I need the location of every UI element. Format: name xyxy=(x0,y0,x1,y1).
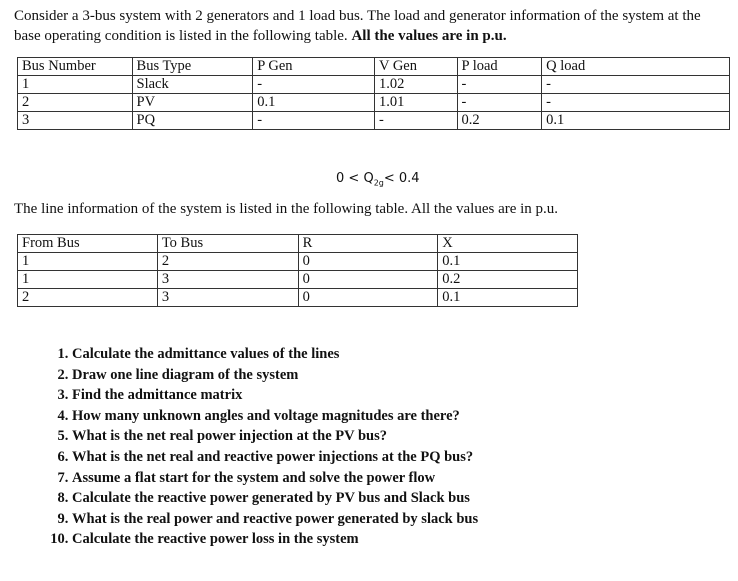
header-cell: P load xyxy=(457,58,542,76)
constraint-rest: < 0.4 xyxy=(383,171,420,186)
header-cell: V Gen xyxy=(375,58,458,76)
constraint-lt: < xyxy=(348,171,360,186)
table-cell: 1 xyxy=(18,253,158,271)
bus-table xyxy=(17,57,730,130)
question-item: 9. What is the real power and reactive power generated by slack bus xyxy=(72,509,478,530)
table-cell: PV xyxy=(132,94,253,112)
question-item: 3. Find the admittance matrix xyxy=(72,385,478,406)
header-cell: Bus Number xyxy=(18,58,133,76)
table-cell: 1 xyxy=(18,76,133,94)
table-cell: - xyxy=(375,112,458,130)
table-cell: 2 xyxy=(157,253,298,271)
table-cell: 2 xyxy=(18,289,158,307)
table-cell: 0 xyxy=(298,271,438,289)
table-cell: 0.2 xyxy=(438,271,578,289)
table-row xyxy=(18,253,578,271)
table-cell: 0.1 xyxy=(438,289,578,307)
constraint-left: 0 xyxy=(336,171,345,186)
table-cell: 1.02 xyxy=(375,76,458,94)
table-cell: 0.1 xyxy=(253,94,375,112)
table-cell: - xyxy=(457,94,542,112)
table-cell: - xyxy=(542,76,730,94)
line-table xyxy=(17,234,578,307)
reactive-power-constraint xyxy=(336,171,420,188)
question-item: 6. What is the net real and reactive power injections at the PQ bus? xyxy=(72,447,478,468)
table-cell: 0 xyxy=(298,289,438,307)
question-item: 7. Assume a flat start for the system and solve the power flow xyxy=(72,468,478,489)
table-cell: 1.01 xyxy=(375,94,458,112)
header-cell: Bus Type xyxy=(132,58,253,76)
header-cell: R xyxy=(298,235,438,253)
table-row xyxy=(18,112,730,130)
intro-bold-note: All the values are in p.u. xyxy=(351,28,507,44)
table-cell: PQ xyxy=(132,112,253,130)
table-header-row xyxy=(18,235,578,253)
question-item: 4. How many unknown angles and voltage magnitudes are there? xyxy=(72,406,478,427)
table-cell: 3 xyxy=(18,112,133,130)
table-cell: 0.2 xyxy=(457,112,542,130)
table-cell: 0.1 xyxy=(542,112,730,130)
table-cell: 0 xyxy=(298,253,438,271)
table-row xyxy=(18,76,730,94)
question-item: 1. Calculate the admittance values of the lines xyxy=(72,344,478,365)
constraint-sub: 2g xyxy=(373,178,384,188)
header-cell: Q load xyxy=(542,58,730,76)
header-cell: X xyxy=(438,235,578,253)
table-cell: - xyxy=(253,112,375,130)
question-item: 5. What is the net real power injection at the PV bus? xyxy=(72,426,478,447)
table-cell: Slack xyxy=(132,76,253,94)
question-item: 2. Draw one line diagram of the system xyxy=(72,365,478,386)
header-cell: To Bus xyxy=(157,235,298,253)
table-row xyxy=(18,289,578,307)
problem-intro xyxy=(14,6,714,46)
table-header-row xyxy=(18,58,730,76)
table-cell: 2 xyxy=(18,94,133,112)
table-cell: 1 xyxy=(18,271,158,289)
table-cell: - xyxy=(542,94,730,112)
intro-text: Consider a 3-bus system with 2 generators and 1 load bus. The load and generator information of the system at the base operating condition is listed in the following table. xyxy=(14,8,701,44)
header-cell: P Gen xyxy=(253,58,375,76)
table-cell: - xyxy=(253,76,375,94)
header-cell: From Bus xyxy=(18,235,158,253)
table-row xyxy=(18,94,730,112)
table-cell: 3 xyxy=(157,271,298,289)
line-info-text: The line information of the system is listed in the following table. All the values are in p.u. xyxy=(14,201,559,217)
table-cell: 3 xyxy=(157,289,298,307)
table-cell: 0.1 xyxy=(438,253,578,271)
question-list xyxy=(10,344,478,550)
table-cell: - xyxy=(457,76,542,94)
constraint-q: Q xyxy=(363,171,374,186)
question-item: 10. Calculate the reactive power loss in the system xyxy=(72,529,478,550)
table-row xyxy=(18,271,578,289)
question-item: 8. Calculate the reactive power generated by PV bus and Slack bus xyxy=(72,488,478,509)
